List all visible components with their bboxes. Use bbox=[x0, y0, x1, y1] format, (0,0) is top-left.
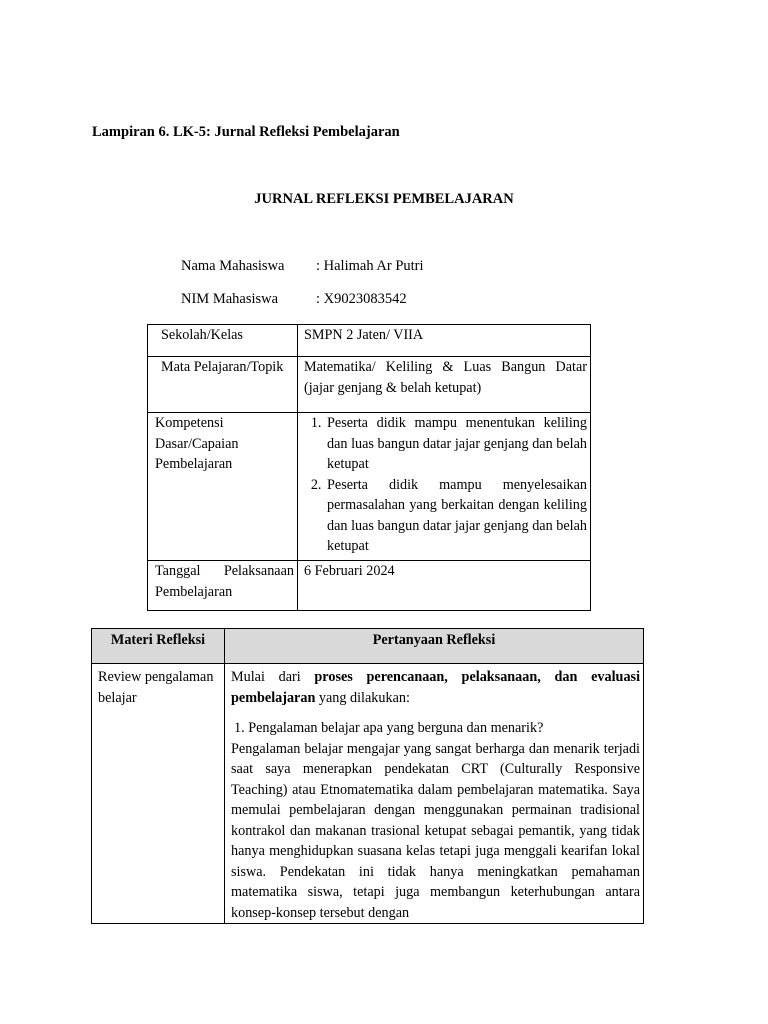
reflection-intro bbox=[231, 667, 640, 708]
date-row bbox=[148, 561, 591, 611]
reflection-answer: Pengalaman belajar mengajar yang sangat berharga dan menarik terjadi saat saya menerapkan pendekatan CRT (Culturally Responsive Teaching) atau Etnomatematika dalam pembelajaran matematika. Saya memulai pembelajaran dengan menggunakan permainan tradisional kontrakol dan makanan trasional ketupat sebagai pemantik, yang tidak hanya menghidupkan suasana kelas tetapi juga menggali kearifan lokal siswa. Pendekatan ini tidak hanya meningkatkan pemahaman matematika siswa, tetapi juga membangun keterhubungan antara konsep-konsep tersebut dengan bbox=[231, 740, 640, 921]
reflection-question: 1. Pengalaman belajar apa yang berguna dan menarik? bbox=[234, 720, 544, 736]
intro-bold: proses perencanaan, pelaksanaan, dan evaluasi pembelajaran bbox=[231, 669, 641, 706]
school-row bbox=[148, 325, 591, 357]
student-nim-label: NIM Mahasiswa bbox=[181, 291, 279, 307]
student-nim-value: : X9023083542 bbox=[316, 291, 407, 307]
question-column-header: Pertanyaan Refleksi bbox=[225, 629, 644, 664]
subject-value: Matematika/ Keliling & Luas Bangun Datar (jajar genjang & belah ketupat) bbox=[298, 357, 591, 413]
student-name-value: : Halimah Ar Putri bbox=[316, 258, 424, 274]
date-value: 6 Februari 2024 bbox=[298, 561, 591, 611]
competency-item: 2. Peserta didik mampu menyelesaikan permasalahan yang berkaitan dengan keliling dan luas bangun datar jajar genjang dan belah ketupat bbox=[325, 475, 587, 557]
document-title: JURNAL REFLEKSI PEMBELAJARAN bbox=[254, 191, 514, 207]
subject-row bbox=[148, 357, 591, 413]
subject-label: Mata Pelajaran/Topik bbox=[148, 357, 298, 413]
competency-item: 1. Peserta didik mampu menentukan keliling dan luas bangun datar jajar genjang dan belah ketupat bbox=[325, 413, 587, 475]
date-label: Tanggal Pelaksanaan Pembelajaran bbox=[148, 561, 298, 611]
intro-prefix: Mulai dari bbox=[231, 669, 301, 685]
competency-label: Kompetensi Dasar/Capaian Pembelajaran bbox=[148, 413, 298, 561]
student-nim-row bbox=[181, 291, 407, 308]
competency-row bbox=[148, 413, 591, 561]
reflection-material: Review pengalaman belajar bbox=[92, 664, 225, 924]
reflection-header-row bbox=[92, 629, 644, 664]
competency-list bbox=[304, 413, 587, 557]
school-label: Sekolah/Kelas bbox=[148, 325, 298, 357]
student-name-label: Nama Mahasiswa bbox=[181, 258, 285, 274]
material-column-header: Materi Refleksi bbox=[92, 629, 225, 664]
lesson-info-table bbox=[147, 324, 591, 611]
intro-suffix: yang dilakukan: bbox=[318, 689, 410, 706]
school-value: SMPN 2 Jaten/ VIIA bbox=[298, 325, 591, 357]
reflection-content bbox=[225, 664, 644, 924]
student-name-row bbox=[181, 258, 424, 275]
page-heading: Lampiran 6. LK-5: Jurnal Refleksi Pembelajaran bbox=[92, 124, 400, 140]
reflection-table bbox=[91, 628, 644, 924]
reflection-row bbox=[92, 664, 644, 924]
competency-value bbox=[298, 413, 591, 561]
